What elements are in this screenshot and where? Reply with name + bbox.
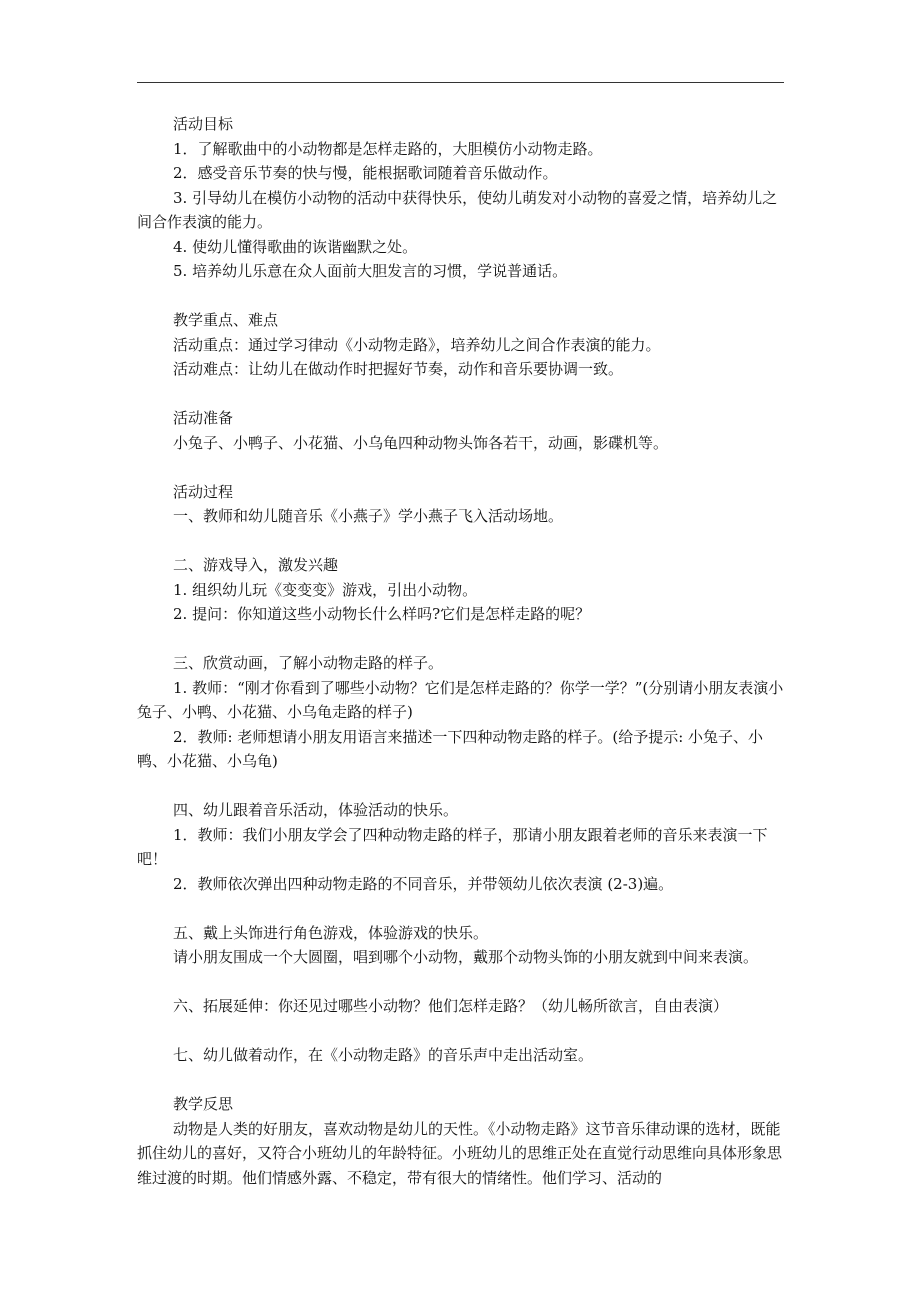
process-step-5-title: 五、戴上头饰进行角色游戏，体验游戏的快乐。 [173, 923, 489, 942]
spacer [137, 1068, 787, 1093]
reflection-text: 动物是人类的好朋友，喜欢动物是幼儿的天性。《小动物走路》这节音乐律动课的选材，既能抓住幼儿的喜好，又符合小班幼儿的年龄特征。小班幼儿的思维正处在直觉行动思维向具体形象思维过渡的时期。他们情感外露、不稳定，带有很大的情绪性。他们学习、活动的 [137, 1119, 783, 1187]
process-step-4-item-1: 1．教师：我们小朋友学会了四种动物走路的样子，那请小朋友跟着老师的音乐来表演一下吧！ [137, 825, 768, 868]
spacer [137, 970, 787, 995]
goal-item-1: 1．了解歌曲中的小动物都是怎样走路的，大胆模仿小动物走路。 [173, 139, 603, 158]
goal-item-5: 5. 培养幼儿乐意在众人面前大胆发言的习惯，学说普通话。 [173, 262, 568, 280]
spacer [137, 529, 787, 554]
goal-item-3: 3. 引导幼儿在模仿小动物的活动中获得快乐，使幼儿萌发对小动物的喜爱之情，培养幼儿之间合作表演的能力。 [137, 188, 778, 231]
goal-item-4: 4. 使幼儿懂得歌曲的诙谐幽默之处。 [173, 237, 418, 256]
spacer [137, 1019, 787, 1044]
spacer [137, 284, 787, 309]
key-points-heading: 教学重点、难点 [173, 311, 279, 329]
process-step-3-title: 三、欣赏动画，了解小动物走路的样子。 [173, 654, 444, 672]
process-step-4-item-2: 2．教师依次弹出四种动物走路的不同音乐，并带领幼儿依次表演 (2-3)遍。 [173, 874, 674, 893]
process-step-4-title: 四、幼儿跟着音乐活动，体验活动的快乐。 [173, 801, 459, 819]
goals-heading: 活动目标 [173, 115, 234, 133]
document-body [137, 112, 787, 1190]
process-step-2-title: 二、游戏导入，激发兴趣 [173, 556, 339, 574]
process-heading: 活动过程 [173, 482, 234, 501]
spacer [137, 896, 787, 921]
goal-item-2: 2．感受音乐节奏的快与慢，能根据歌词随着音乐做动作。 [173, 164, 558, 182]
key-point-difficulty: 活动难点：让幼儿在做动作时把握好节奏，动作和音乐要协调一致。 [173, 360, 624, 378]
process-step-2-item-2: 2. 提问：你知道这些小动物长什么样吗?它们是怎样走路的呢？ [173, 605, 591, 623]
key-point-focus: 活动重点：通过学习律动《小动物走路》，培养幼儿之间合作表演的能力。 [173, 335, 661, 354]
process-step-3-item-1: 1. 教师：“刚才你看到了哪些小动物？它们是怎样走路的？你学一学？”(分别请小朋友表演小兔子、小鸭、小花猫、小乌龟走路的样子) [137, 678, 784, 721]
process-step-5-text: 请小朋友围成一个大圆圈，唱到哪个小动物，戴那个动物头饰的小朋友就到中间来表演。 [173, 948, 759, 966]
process-step-1: 一、教师和幼儿随音乐《小燕子》学小燕子飞入活动场地。 [173, 507, 564, 525]
process-step-6: 六、拓展延伸：你还见过哪些小动物？他们怎样走路？（幼儿畅所欲言，自由表演） [173, 997, 729, 1015]
spacer [137, 627, 787, 652]
process-step-3-item-2: 2．教师: 老师想请小朋友用语言来描述一下四种动物走路的样子。(给予提示: 小兔子、小鸭、小花猫、小乌龟) [137, 727, 764, 770]
spacer [137, 774, 787, 799]
process-step-2-item-1: 1. 组织幼儿玩《变变变》游戏，引出小动物。 [173, 580, 478, 599]
preparation-text: 小兔子、小鸭子、小花猫、小乌龟四种动物头饰各若干，动画，影碟机等。 [173, 433, 669, 452]
spacer [137, 382, 787, 407]
reflection-heading: 教学反思 [173, 1095, 234, 1113]
process-step-7: 七、幼儿做着动作，在《小动物走路》的音乐声中走出活动室。 [173, 1046, 594, 1064]
header-rule [137, 82, 784, 83]
spacer [137, 455, 787, 480]
preparation-heading: 活动准备 [173, 409, 234, 427]
